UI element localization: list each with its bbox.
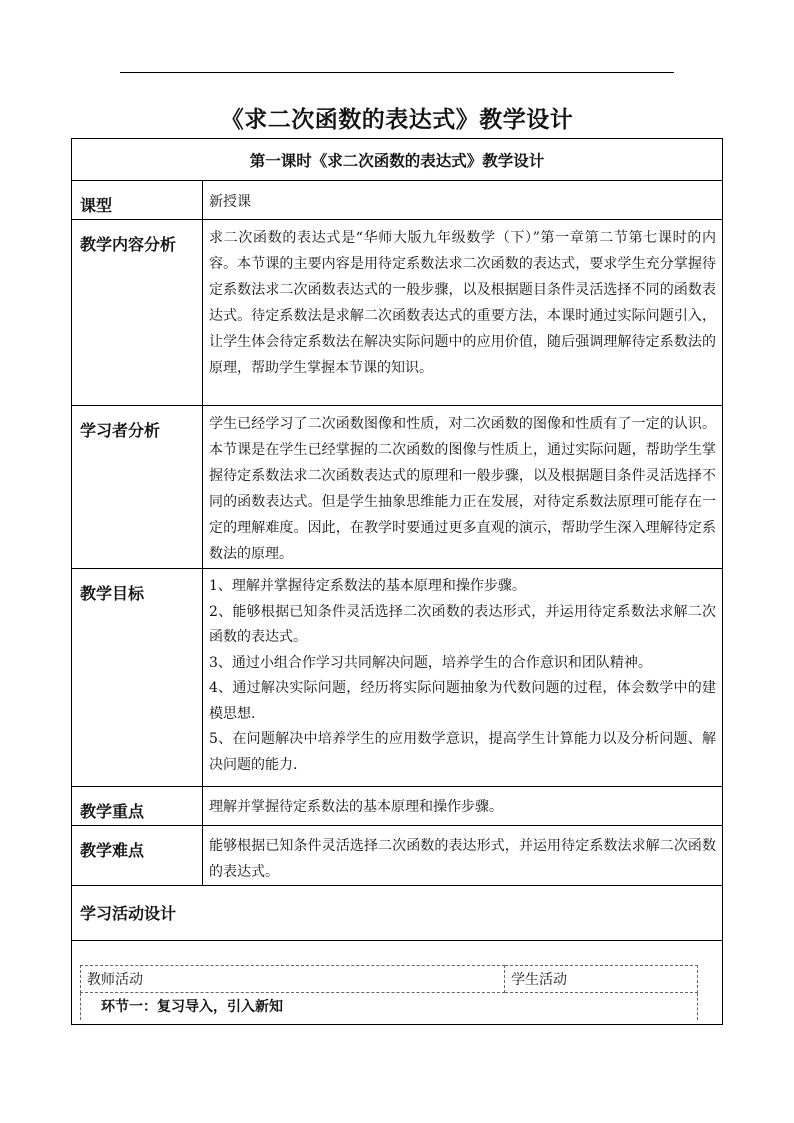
activity-table <box>80 965 698 1020</box>
header-rule <box>120 72 674 73</box>
goal-item: 1、理解并掌握待定系数法的基本原理和操作步骤。 <box>209 578 526 594</box>
activity-section-1: 环节一：复习导入，引入新知 <box>81 993 698 1020</box>
goal-item: 2、能够根据已知条件灵活选择二次函数的表达形式，并运用待定系数法求解二次函数的表达式。 <box>209 603 716 645</box>
table-row-content-analysis <box>72 220 723 406</box>
row-content: 能够根据已知条件灵活选择二次函数的表达形式，并运用待定系数法求解二次函数的表达式。 <box>209 838 716 880</box>
row-content: 求二次函数的表达式是“华师大版九年级数学（下）”第一章第二节第七课时的内容。本节课的主要内容是用待定系数法求二次函数的表达式，要求学生充分掌握待定系数法求二次函数表达式的一般步骤，以及根据题目条件灵活选择不同的函数表达式。待定系数法是求解二次函数表达式的重要方法，本课时通过实际问题引入，让学生体会待定系数法在解决实际问题中的应用价值，随后强调理解待定系数法的原理，帮助学生掌握本节课的知识。 <box>209 230 716 376</box>
table-row-activity-table <box>72 941 723 1025</box>
row-label: 教学目标 <box>80 584 145 603</box>
student-activity-header: 学生活动 <box>505 966 698 993</box>
row-content: 新授课 <box>209 194 251 210</box>
teacher-activity-header: 教师活动 <box>81 966 505 993</box>
table-row-teaching-goals <box>72 569 723 787</box>
lesson-plan-table <box>71 138 723 1025</box>
goal-item: 3、通过小组合作学习共同解决问题，培养学生的合作意识和团队精神。 <box>209 654 652 671</box>
row-content: 学生已经学习了二次函数图像和性质，对二次函数的图像和性质有了一定的认识。本节课是在学生已经掌握的二次函数的图像与性质上，通过实际问题，帮助学生掌握待定系数法求二次函数表达式的原理和一般步骤，以及根据题目条件灵活选择不同的函数表达式。但是学生抽象思维能力正在发展，对待定系数法原理可能存在一定的理解难度。因此，在教学时要通过更多直观的演示，帮助学生深入理解待定系数法的原理。 <box>209 416 716 562</box>
table-row-activity-design <box>72 886 723 941</box>
goal-item: 5、在问题解决中培养学生的应用数学意识，提高学生计算能力以及分析问题、解决问题的能力. <box>209 731 716 773</box>
table-row-difficult-points <box>72 826 723 886</box>
row-label: 课型 <box>80 196 113 215</box>
table-row-key-points <box>72 787 723 826</box>
table-subtitle-cell <box>72 139 723 181</box>
row-label: 教学重点 <box>80 802 145 821</box>
table-row-lesson-type <box>72 181 723 220</box>
document-title: 《求二次函数的表达式》教学设计 <box>220 107 574 133</box>
row-label: 教学难点 <box>80 841 145 860</box>
row-label: 学习活动设计 <box>80 904 177 923</box>
row-label: 教学内容分析 <box>80 235 177 254</box>
table-row-learner-analysis <box>72 406 723 569</box>
row-label: 学习者分析 <box>80 421 161 440</box>
goal-item: 4、通过解决实际问题，经历将实际问题抽象为代数问题的过程，体会数学中的建模思想. <box>209 680 716 722</box>
goals-list <box>203 569 722 778</box>
table-subtitle: 第一课时《求二次函数的表达式》教学设计 <box>249 152 545 170</box>
row-content: 理解并掌握待定系数法的基本原理和操作步骤。 <box>209 799 503 815</box>
